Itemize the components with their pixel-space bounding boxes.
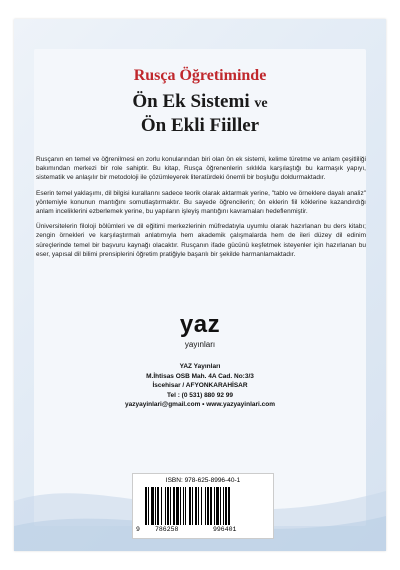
publisher-info bbox=[14, 362, 386, 410]
barcode-bar bbox=[148, 487, 149, 525]
barcode-bar bbox=[155, 487, 156, 525]
barcode-bar bbox=[220, 487, 221, 525]
barcode-bar bbox=[183, 487, 184, 525]
barcode-group-2: 996401 bbox=[213, 526, 237, 533]
barcode-bar bbox=[216, 487, 219, 525]
barcode-bar bbox=[225, 487, 227, 525]
barcode-bar bbox=[151, 487, 154, 525]
barcode-bar bbox=[228, 487, 230, 525]
title-line-1: Rusça Öğretiminde bbox=[133, 67, 267, 84]
title-line-2-suffix: ve bbox=[254, 96, 268, 111]
barcode-bar bbox=[189, 487, 191, 525]
barcode-bar bbox=[223, 487, 224, 525]
publisher-name: YAZ Yayınları bbox=[179, 363, 221, 370]
barcode-bar bbox=[195, 487, 197, 525]
publisher-address-2: İscehisar / AFYONKARAHİSAR bbox=[152, 382, 248, 390]
description-paragraph-2: Eserin temel yaklaşımı, dil bilgisi kurallarını sadece teorik olarak aktarmak yerine, "tablo ve örneklere dayalı analiz" yöntemiyle konunun mantığını somutlaştırmaktır. Bu sayede öğrencilerin; ön eklerin fiil köklerine kazandırdığı anlam inceliklerini ezberlemek yerine, bu yapıların işleyiş mantığını kavramaları hedeflenmiştir. bbox=[36, 189, 366, 216]
barcode-bar bbox=[192, 487, 193, 525]
barcode-box bbox=[132, 473, 274, 539]
publisher-address-1: M.İhtisas OSB Mah. 4A Cad. No:3/3 bbox=[146, 372, 254, 380]
publisher-logo: yaz bbox=[179, 311, 221, 338]
barcode-bar bbox=[185, 487, 186, 525]
barcode-bar bbox=[170, 487, 171, 525]
barcode-bar bbox=[205, 487, 206, 525]
barcode-bar bbox=[161, 487, 162, 525]
publisher-phone: Tel : (0 531) 880 92 99 bbox=[166, 391, 233, 399]
description-paragraph-1: Rusçanın en temel ve öğrenilmesi en zorlu konularından biri olan ön ek sistemi, kelime türetme ve anlam çeşitliliği bakımından merkezi bir role sahiptir. Bu kitap, Rusça öğrenenlerin sıklıkla karşılaştığı bu karmaşık yapıyı, sistematik ve anlaşılır bir metodoloji ile çözümleyerek literatürdeki önemli bir boşluğu doldurmaktadır. bbox=[36, 156, 366, 182]
barcode-bar bbox=[198, 487, 199, 525]
publisher-contact: yazyayinlari@gmail.com • www.yazyayinlari.com bbox=[125, 401, 275, 409]
barcode-bar bbox=[210, 487, 212, 525]
barcode-bar bbox=[167, 487, 169, 525]
barcode-bar bbox=[165, 487, 166, 525]
barcode-bar bbox=[180, 487, 181, 525]
title-line-3: Ön Ekli Fiiller bbox=[140, 115, 260, 136]
barcode-bar bbox=[157, 487, 159, 525]
isbn-label: ISBN: 978-625-8996-40-1 bbox=[165, 477, 241, 484]
description bbox=[36, 155, 366, 265]
barcode-digit-first: 9 bbox=[136, 526, 140, 533]
book-back-cover bbox=[14, 19, 386, 551]
title-line-2-main: Ön Ek Sistemi bbox=[132, 91, 250, 112]
barcode-bar bbox=[207, 487, 209, 525]
barcode-bar bbox=[173, 487, 175, 525]
barcode-bars bbox=[145, 487, 261, 525]
barcode-group-1: 786258 bbox=[155, 526, 179, 533]
barcode-bar bbox=[145, 487, 147, 525]
description-paragraph-3: Üniversitelerin filoloji bölümleri ve dil eğitimi merkezlerinin müfredatıyla uyumlu olarak hazırlanan bu ders kitabı; zengin örnekleri ve karşılaştırmalı anlatımıyla hem akademik çalışmalarda hem de ileri düzey dil edinim süreçlerinde temel bir başvuru kaynağı olacaktır. Rusçanın ifade gücünü keşfetmek isteyenler için hazırlanan bu eser, yapısal dil bilimi prensiplerini öğretim pratiğiyle başarılı bir şekilde harmanlamaktadır. bbox=[36, 223, 366, 258]
barcode-bar bbox=[201, 487, 202, 525]
barcode-bar bbox=[214, 487, 215, 525]
barcode-bar bbox=[176, 487, 179, 525]
title-line-2 bbox=[14, 91, 386, 113]
publisher-logo-subtitle: yayınları bbox=[184, 340, 216, 349]
